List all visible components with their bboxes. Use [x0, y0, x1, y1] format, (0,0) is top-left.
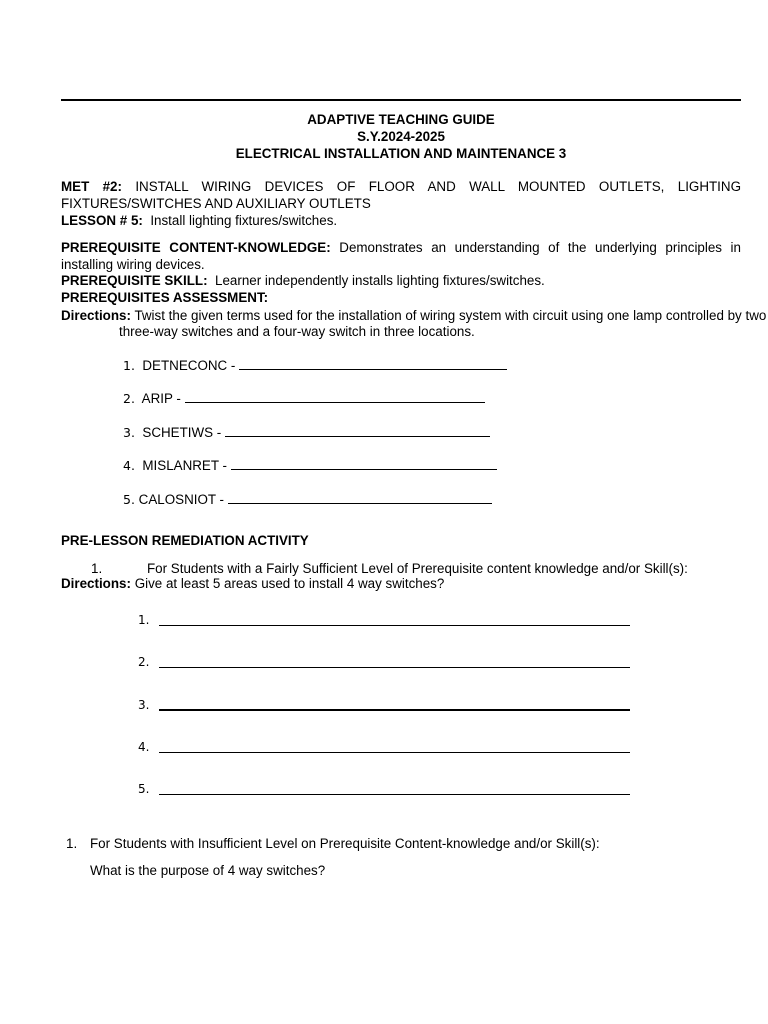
lesson-text: Install lighting fixtures/switches.: [150, 213, 338, 228]
insufficient-question: What is the purpose of 4 way switches?: [90, 863, 326, 878]
answer-line[interactable]: [159, 709, 630, 711]
remediation-directions: [61, 576, 444, 592]
assessment-answer-blank[interactable]: [228, 491, 492, 504]
lesson-line: [61, 213, 337, 229]
met-label: MET #2:: [61, 179, 122, 194]
assessment-item: [123, 424, 490, 441]
assessment-answer-blank[interactable]: [225, 424, 490, 437]
assessment-item: [123, 491, 492, 508]
assessment-item-number: 3.: [123, 425, 135, 440]
answer-line[interactable]: [159, 667, 630, 668]
remediation-directions-label: Directions:: [61, 576, 131, 591]
assessment-answer-blank[interactable]: [185, 390, 485, 403]
assessment-answer-blank[interactable]: [231, 457, 497, 470]
assessment-item-term: SCHETIWS -: [142, 425, 222, 440]
answer-line[interactable]: [159, 625, 630, 626]
doc-title: ADAPTIVE TEACHING GUIDE: [307, 112, 495, 127]
insufficient-number: 1.: [66, 836, 78, 851]
assessment-item: [123, 457, 497, 474]
prereq-skill-label: PREREQUISITE SKILL:: [61, 273, 208, 288]
assessment-item: [123, 357, 507, 374]
lesson-label: LESSON # 5:: [61, 213, 143, 228]
assessment-item-term: MISLANRET -: [142, 458, 227, 473]
school-year: S.Y.2024-2025: [357, 129, 445, 144]
answer-line-number: 4.: [138, 740, 150, 754]
prereq-skill-text: Learner independently installs lighting fixtures/switches.: [215, 273, 545, 288]
prerequisites-assessment-heading: PREREQUISITES ASSESSMENT:: [61, 290, 269, 305]
answer-line-number: 3.: [138, 698, 150, 712]
fairly-sufficient-number: 1.: [91, 561, 103, 576]
answer-line[interactable]: [159, 794, 630, 795]
assessment-answer-blank[interactable]: [239, 357, 507, 370]
assessment-item-term: DETNECONC -: [142, 358, 236, 373]
assessment-directions-text-1: Twist the given terms used for the installation of wiring system with circuit using one lamp controlled by two: [134, 308, 767, 323]
answer-line[interactable]: [159, 752, 630, 753]
met-line-2: FIXTURES/SWITCHES AND AUXILIARY OUTLETS: [61, 196, 371, 211]
assessment-directions-label: Directions:: [61, 308, 131, 323]
prerequisite-skill: [61, 273, 545, 289]
assessment-item-number: 1.: [123, 358, 135, 373]
answer-line-number: 1.: [138, 613, 150, 627]
met-line-1: [61, 179, 741, 195]
assessment-directions-line-2: three-way switches and a four-way switch in three locations.: [119, 324, 475, 339]
assessment-item: [123, 390, 485, 407]
met-text-1: INSTALL WIRING DEVICES OF FLOOR AND WALL MOUNTED OUTLETS, LIGHTING: [135, 179, 741, 194]
subject-title: ELECTRICAL INSTALLATION AND MAINTENANCE 3: [235, 146, 567, 161]
prerequisite-content-knowledge: [61, 240, 741, 273]
assessment-item-number: 2.: [123, 391, 135, 406]
header-rule: [61, 99, 741, 101]
assessment-item-term: CALOSNIOT -: [138, 492, 224, 507]
assessment-item-term: ARIP -: [141, 391, 181, 406]
insufficient-text: For Students with Insufficient Level on Prerequisite Content-knowledge and/or Skill(s):: [90, 836, 600, 851]
remediation-directions-text: Give at least 5 areas used to install 4 way switches?: [134, 576, 445, 591]
prereq-content-text: Demonstrates an understanding of the underlying principles in installing wiring devices.: [61, 240, 741, 272]
assessment-item-number: 4.: [123, 458, 135, 473]
answer-line-number: 5.: [138, 782, 150, 796]
assessment-item-number: 5.: [123, 492, 135, 507]
fairly-sufficient-text: For Students with a Fairly Sufficient Level of Prerequisite content knowledge and/or Skill(s):: [147, 561, 688, 576]
assessment-directions-line-1: [61, 308, 766, 324]
answer-line-number: 2.: [138, 655, 150, 669]
remediation-heading: PRE-LESSON REMEDIATION ACTIVITY: [61, 533, 309, 548]
prereq-content-label: PREREQUISITE CONTENT-KNOWLEDGE:: [61, 240, 331, 255]
